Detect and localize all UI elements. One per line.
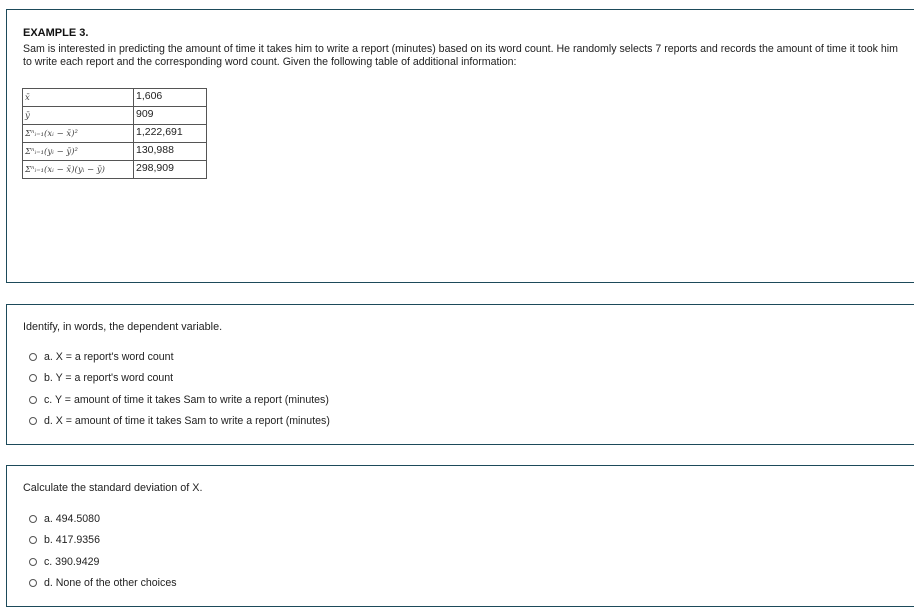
row-value: 1,606 [134,89,207,107]
table-row [23,107,207,125]
radio-button[interactable] [29,579,37,587]
answer-option-a[interactable] [29,346,330,368]
radio-button[interactable] [29,515,37,523]
answer-option-b[interactable] [29,530,177,552]
option-label: b. Y = a report's word count [44,372,174,385]
example-intro: Sam is interested in predicting the amount of time it takes him to write a report (minutes) based on its word count. He randomly selects 7 reports and records the amount of time it took him to write each report and the corresponding word count. Given the following table of additional information: [23,43,898,68]
row-label: Σⁿᵢ₌₁(xᵢ − x̄)(yᵢ − ȳ) [23,161,134,179]
row-value: 298,909 [134,161,207,179]
question-panel-standard-deviation [6,465,914,607]
answer-option-d[interactable] [29,573,177,595]
question-panel-dependent-variable [6,304,914,445]
option-label: c. 390.9429 [44,555,100,568]
row-label: x̄ [23,89,134,107]
answer-options [29,346,330,432]
row-value: 1,222,691 [134,125,207,143]
option-label: b. 417.9356 [44,534,100,547]
question-prompt: Calculate the standard deviation of X. [23,482,203,494]
question-prompt: Identify, in words, the dependent variable. [23,321,223,333]
answer-option-c[interactable] [29,389,330,411]
radio-button[interactable] [29,396,37,404]
answer-option-b[interactable] [29,368,330,390]
option-label: d. X = amount of time it takes Sam to write a report (minutes) [44,415,330,428]
table-row [23,143,207,161]
answer-option-a[interactable] [29,508,177,530]
table-row [23,161,207,179]
row-value: 909 [134,107,207,125]
radio-button[interactable] [29,374,37,382]
option-label: c. Y = amount of time it takes Sam to write a report (minutes) [44,393,329,406]
table-row [23,125,207,143]
option-label: a. 494.5080 [44,512,100,525]
answer-option-c[interactable] [29,551,177,573]
radio-button[interactable] [29,417,37,425]
row-label: Σⁿᵢ₌₁(yᵢ − ȳ)² [23,143,134,161]
info-table [22,88,207,179]
option-label: a. X = a report's word count [44,350,174,363]
row-label: ȳ [23,107,134,125]
radio-button[interactable] [29,353,37,361]
row-label: Σⁿᵢ₌₁(xᵢ − x̄)² [23,125,134,143]
answer-options [29,508,177,594]
row-value: 130,988 [134,143,207,161]
table-row [23,89,207,107]
radio-button[interactable] [29,558,37,566]
answer-option-d[interactable] [29,411,330,433]
radio-button[interactable] [29,536,37,544]
option-label: d. None of the other choices [44,577,177,590]
example-title: EXAMPLE 3. [23,27,89,39]
example-panel [6,9,914,283]
